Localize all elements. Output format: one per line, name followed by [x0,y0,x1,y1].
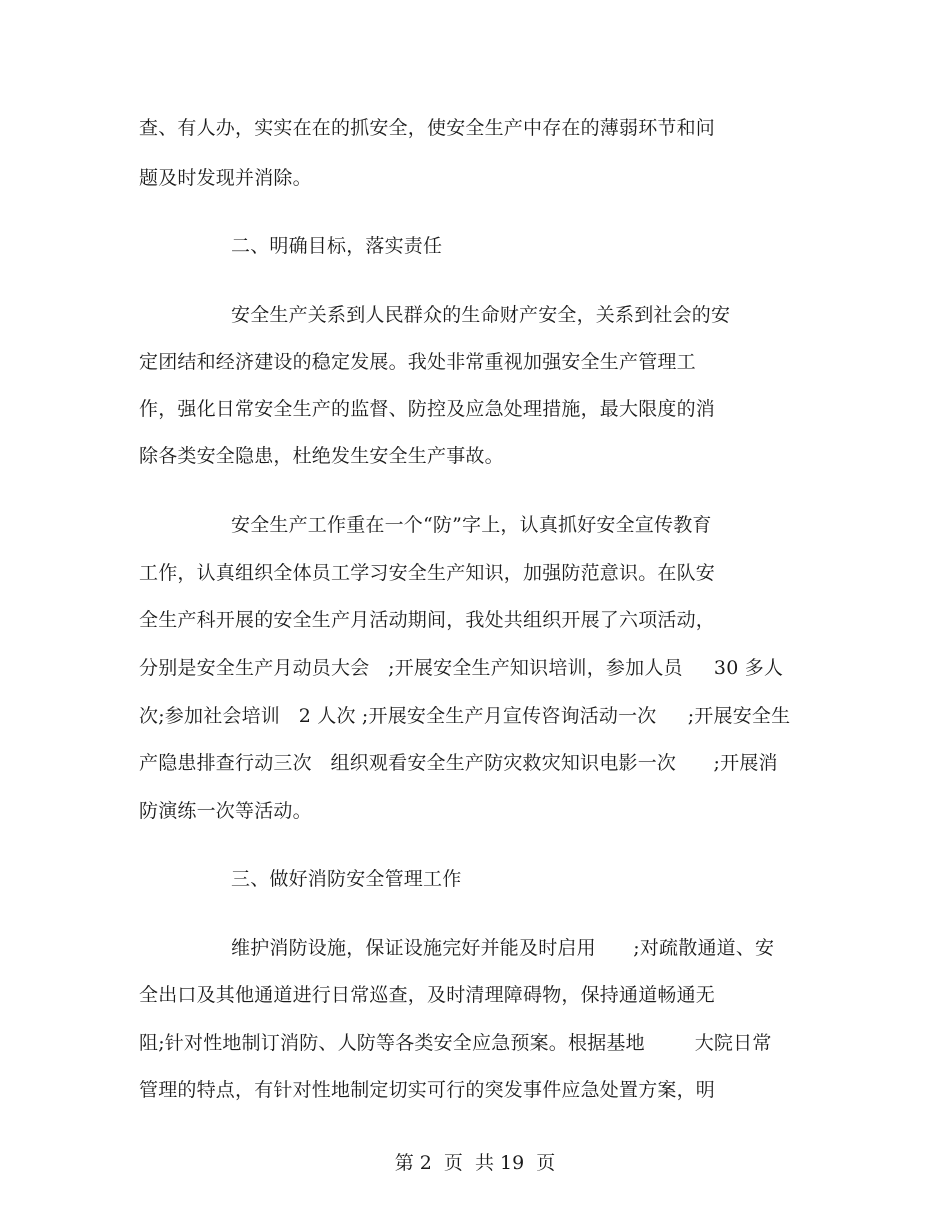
page-number-footer: 第 2 页 共 19 页 [394,1152,556,1174]
paragraph-line: 维护消防设施，保证设施完好并能及时启用 ;对疏散通道、安 [231,937,775,959]
paragraph-line: 安全生产关系到人民群众的生命财产安全，关系到社会的安 [231,304,731,326]
paragraph-line: 查、有人办，实实在在的抓安全，使安全生产中存在的薄弱环节和问 [139,117,716,139]
paragraph-line: 管理的特点，有针对性地制定切实可行的突发事件应急处置方案，明 [139,1079,716,1101]
paragraph-line: 题及时发现并消除。 [139,167,312,189]
paragraph-line: 产隐患排查行动三次 组织观看安全生产防灾救灾知识电影一次 ;开展消 [139,752,778,774]
paragraph-line: 安全生产工作重在一个“防”字上，认真抓好安全宣传教育 [231,514,712,536]
paragraph-line: 全生产科开展的安全生产月活动期间，我处共组织开展了六项活动， [139,609,716,631]
section-heading-3: 三、做好消防安全管理工作 [231,868,462,890]
paragraph-line: 分别是安全生产月动员大会 ;开展安全生产知识培训，参加人员 30 多人 [139,657,784,679]
paragraph-line: 全出口及其他通道进行日常巡查，及时清理障碍物，保持通道畅通无 [139,984,716,1006]
paragraph-line: 防演练一次等活动。 [139,800,312,822]
paragraph-line: 工作，认真组织全体员工学习安全生产知识，加强防范意识。在队安 [139,562,716,584]
paragraph-line: 次;参加社会培训 2 人次 ;开展安全生产月宣传咨询活动一次 ;开展安全生 [139,705,791,727]
paragraph-line: 作，强化日常安全生产的监督、防控及应急处理措施，最大限度的消 [139,398,716,420]
paragraph-line: 阻;针对性地制订消防、人防等各类安全应急预案。根据基地 大院日常 [139,1032,772,1054]
paragraph-line: 除各类安全隐患，杜绝发生安全生产事故。 [139,445,504,467]
paragraph-line: 定团结和经济建设的稳定发展。我处非常重视加强安全生产管理工 [139,351,696,373]
section-heading-2: 二、明确目标，落实责任 [231,235,443,257]
